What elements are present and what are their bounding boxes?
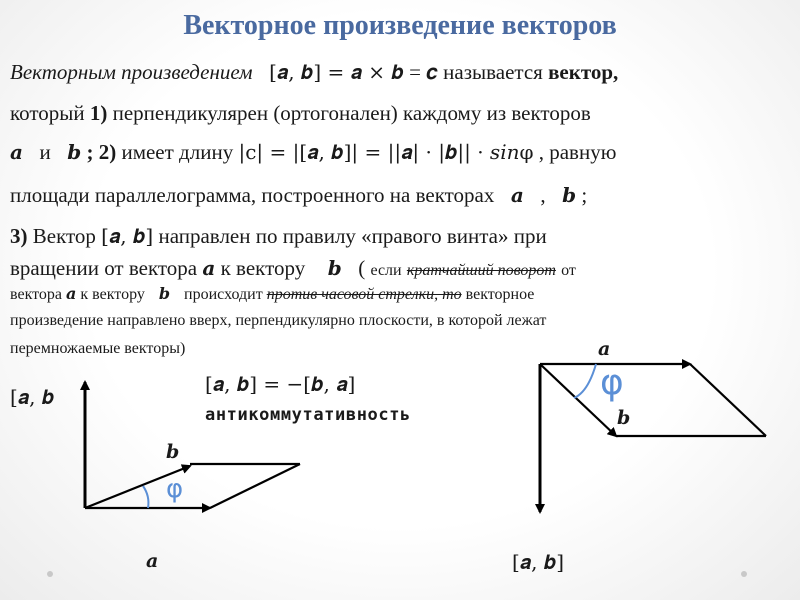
slide-dot-right: [741, 571, 747, 577]
item-number-2: 2): [98, 140, 117, 164]
to-vector-text: к вектору: [220, 256, 306, 280]
parallelogram-text: площади параллелограмма, построенного на векторах: [10, 183, 495, 207]
right-hand-rule-text: направлен по правилу «правого винта» при: [158, 224, 547, 248]
to-vector-text: к вектору: [80, 286, 145, 303]
comma: ,: [540, 183, 546, 207]
line2-text2: перпендикулярен (ортогонален) каждому из векторов: [112, 101, 591, 125]
right-diagram: [540, 364, 766, 512]
left-cross-product-label: [𝒂, 𝒃: [10, 385, 55, 409]
right-angle-label: φ: [600, 362, 624, 403]
slide-dot-left: [47, 571, 53, 577]
vector-b: 𝒃: [67, 140, 82, 164]
occurs-text: происходит: [184, 286, 263, 303]
vector-a: 𝒂: [202, 256, 216, 280]
if-word: если: [370, 262, 402, 279]
parallelogram-side: [690, 364, 766, 436]
vector-a: 𝒂: [10, 140, 23, 164]
vector-word: вектора: [10, 286, 63, 303]
slide-title: Векторное произведение векторов: [183, 10, 617, 41]
right-b-label: 𝒃: [617, 407, 631, 429]
from-word: от: [561, 262, 576, 279]
right-a-label: 𝒂: [598, 338, 611, 360]
parallelogram-side: [210, 464, 300, 508]
struck-phrase: против часовой стрелки, то: [266, 286, 462, 303]
cross-product-notation: [𝒂, 𝒃]: [101, 224, 154, 248]
angle-arc: [143, 486, 148, 508]
item-number-3: 3): [10, 224, 28, 248]
open-paren: (: [358, 256, 366, 280]
vector-word: вектор,: [548, 60, 619, 84]
semicolon: ;: [581, 183, 588, 207]
intro-text: Векторным произведением: [10, 60, 253, 84]
right-cross-product-label: [𝒂, 𝒃]: [512, 550, 565, 574]
separator: ;: [86, 140, 94, 164]
vector-product-word: векторное: [465, 286, 535, 303]
text-line-8: произведение направлено вверх, перпендикулярно плоскости, в которой лежат: [10, 312, 547, 329]
angle-arc: [574, 364, 596, 398]
vector-b: 𝒃: [562, 183, 577, 207]
anticommutative-formula: [𝒂, 𝒃] = −[𝒃, 𝒂]: [205, 372, 356, 396]
vector-b: 𝒃: [327, 256, 342, 280]
length-text: имеет длину: [121, 140, 234, 164]
and-word: и: [39, 140, 51, 164]
left-diagram: [85, 382, 300, 508]
length-formula: |c| = |[𝒂, 𝒃]| = ||𝒂| · |𝒃|| · 𝑠𝑖𝑛φ: [238, 140, 534, 164]
struck-phrase: кратчайший поворот: [406, 262, 556, 279]
vector-word: Вектор: [32, 224, 96, 248]
left-a-label: 𝒂: [146, 550, 159, 572]
item-number-1: 1): [89, 101, 108, 125]
left-b-label: 𝒃: [166, 441, 180, 463]
eq-c: = 𝒄: [409, 60, 438, 84]
text-line-9: перемножаемые векторы): [10, 340, 186, 357]
vector-a: 𝒂: [510, 183, 524, 207]
called-text: называется: [443, 60, 543, 84]
rotation-text: вращении от вектора: [10, 256, 198, 280]
anticommutative-label: антикоммутативность: [205, 405, 411, 425]
vector-b: 𝒃: [158, 286, 171, 303]
equal-tail: , равную: [538, 140, 617, 164]
line2-text1: который: [10, 101, 85, 125]
vector-a: 𝒂: [66, 286, 77, 303]
cross-product-formula: [𝒂, 𝒃] = 𝒂 × 𝒃: [269, 60, 404, 84]
left-angle-label: φ: [166, 474, 184, 504]
